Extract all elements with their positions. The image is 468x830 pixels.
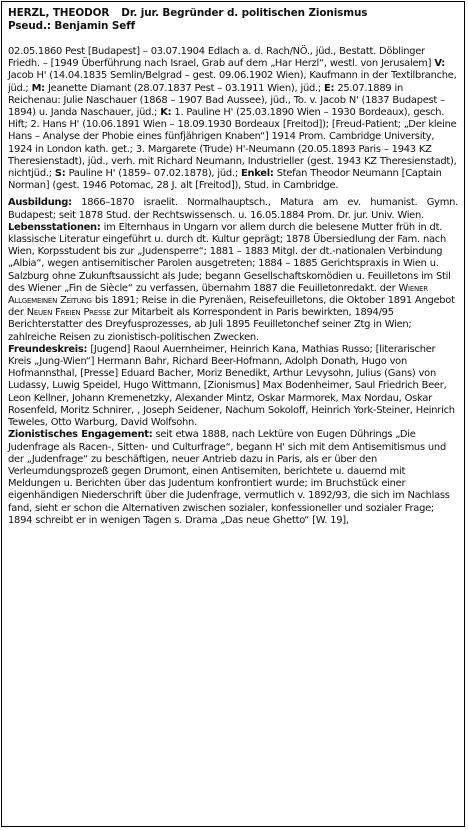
- education-label: Ausbildung:: [8, 197, 72, 209]
- grandchild-text: Stefan Theodor Neumann [Captain Norman] (gest. 1946 Potomac, 28 J. alt [Freitod]), Stud. in Cambridge.: [8, 168, 442, 192]
- sibling-text: Pauline H' (1859– 07.02.1878), jüd.;: [68, 168, 238, 180]
- entry-header: [8, 7, 458, 33]
- life-dates: 02.05.1860 Pest [Budapest] – 03.07.1904 Edlach a. d. Rach/NÖ., jüd., Bestatt. Döblinger Friedh. – [1949 Überführung nach Israel, Grab auf dem „Har Herzl“, westl. von Jerusalem]: [8, 46, 432, 70]
- life-stations-section: [8, 222, 458, 344]
- life-stations-text-3: zur Mitarbeit als Korrespondent in Paris bewirkten, 1894/95 Berichterstatter des Dreyfusprozesses, ab Juli 1895 Feuilletonchef seiner Ztg in Wien; zahlreiche Reisen zu zionistisch-politischen Zwecken.: [8, 307, 412, 343]
- education-section: [8, 197, 458, 221]
- life-stations-text-1: im Elternhaus in Ungarn vor allem durch die belesene Mutter früh in dt. klassische Literatur eingeführt u. durch dt. Kultur geprägt; 1878 Übersiedlung der Fam. nach Wien, Korpsstudent bis zur „Judensperre“; 1881 – 1883 Mitgl. der dt.-nationalen Verbindung „Albia“, wegen antisemitischer Parolen ausgetreten; 1884 – 1885 Gerichtspraxis in Wien u. Salzburg ohne Zukunftsaussicht als Jude; begann Gesellschaftskomödien u. Feuilletons im Stil des Wiener „Fin de Siècle“ zu verfassen, übernahm 1887 die Feuilletonredakt. der: [8, 221, 451, 294]
- friends-label: Freundeskreis:: [8, 343, 88, 355]
- sibling-label: S:: [54, 168, 66, 180]
- father-text: Jacob H' (14.04.1835 Semlin/Belgrad – gest. 09.06.1902 Wien), Kaufmann in der Textilbranche, jüd.;: [8, 70, 457, 94]
- father-label: V:: [434, 58, 445, 70]
- mother-text: Jeanette Diamant (28.07.1837 Pest – 03.1911 Wien), jüd.;: [47, 82, 321, 94]
- spouse-text: 25.07.1889 in Reichenau: Julie Naschauer (1868 – 1907 Bad Aussee), jüd., To. v. Jacob N' (1837 Budapest – 1894) u. Janda Naschauer, jüd.;: [8, 82, 445, 119]
- friends-section: [8, 344, 458, 429]
- person-name: HERZL, THEODOR: [8, 7, 110, 19]
- grandchild-label: Enkel:: [240, 168, 274, 180]
- children-text: 1. Pauline H' (25.03.1890 Wien – 1930 Bordeaux), gesch. Hift; 2. Hans H' (10.06.1891 Wien – 18.09.1930 Bordeaux [Freitod]); [Freud-Patient; „Der kleine Hans – Analyse der Phobie eines fünfjährigen Knaben“] 1914 Prom. Cambridge University, 1924 in London kath. get.; 3. Margarete (Trude) H'-Neumann (20.05.1893 Paris – 1943 KZ Theresienstadt), jüd., verh. mit Richard Neumann, Industrieller (gest. 1943 KZ Theresienstadt), nichtjüd.;: [8, 107, 457, 180]
- person-title: Dr. jur. Begründer d. politischen Zionismus: [121, 7, 368, 19]
- life-stations-text-2: bis 1891; Reise in die Pyrenäen, Reisefeuilletons, die Oktober 1891 Angebot der: [8, 295, 455, 319]
- mother-label: M:: [31, 82, 45, 94]
- header-line: [8, 7, 458, 20]
- children-label: K:: [160, 107, 172, 119]
- newspaper-neue-freie-presse: Neuen Freien Presse: [26, 307, 111, 319]
- bio-section: [8, 46, 458, 192]
- pseudonym: Pseud.: Benjamin Seff: [8, 20, 136, 32]
- education-text: 1866–1870 israelit. Normalhauptsch., Matura am ev. humanist. Gymn. Budapest; seit 1878 Stud. der Rechtswissensch. u. 16.05.1884 Prom. Dr. jur. Univ. Wien.: [8, 197, 458, 221]
- newspaper-wiener-allgemeine: Wiener Allgemeinen Zeitung: [8, 282, 428, 307]
- biography-entry: [1, 1, 465, 827]
- life-stations-label: Lebensstationen:: [8, 221, 101, 233]
- engagement-text: seit etwa 1888, nach Lektüre von Eugen Dührings „Die Judenfrage als Racen-, Sitten- und Culturfrage“, begann H' sich mit dem Antisemitismus und der „Judenfrage“ zu beschäftigen, neuer Antrieb dazu in Paris, als er über den Verleumdungsprozeß gegen Drumont, einen Antisemiten, berichtete u. dauernd mit Meldungen u. Berichten über das Judentum konfrontiert wurde; im Bruchstück einer eigenhändigen Niederschrift über die Judenfrage, vermutlich v. 1892/93, die sich im Nachlass fand, sieht er schon die Alternativen zwischen sozialer, konfessioneller und sozialer Frage; 1894 schreibt er in wenigen Tagen s. Drama „Das neue Ghetto“ [W. 19],: [8, 429, 450, 526]
- zionist-engagement-section: [8, 429, 458, 527]
- friends-text: [Jugend] Raoul Auernheimer, Heinrich Kana, Mathias Russo; [literarischer Kreis „Jung-Wien“] Hermann Bahr, Richard Beer-Hofmann, Adolph Donath, Hugo von Hofmannsthal, [Presse] Eduard Bacher, Moriz Benedikt, Arthur Levysohn, Julius (Gans) von Ludassy, Luwig Speidel, Hugo Wittmann, [Zionismus] Max Bodenheimer, Saul Friedrich Beer, Leon Kellner, Johann Kremenetzky, Alexander Mintz, Oskar Marmorek, Max Nordau, Oskar Rosenfeld, Moritz Schnirer, , Joseph Seidener, Nachum Sokoloff, Heinrich York-Steiner, Heinrich Teweles, Otto Warburg, David Wolfsohn.: [8, 343, 455, 429]
- engagement-label: Zionistisches Engagement:: [8, 429, 153, 441]
- spouse-label: E:: [324, 82, 335, 94]
